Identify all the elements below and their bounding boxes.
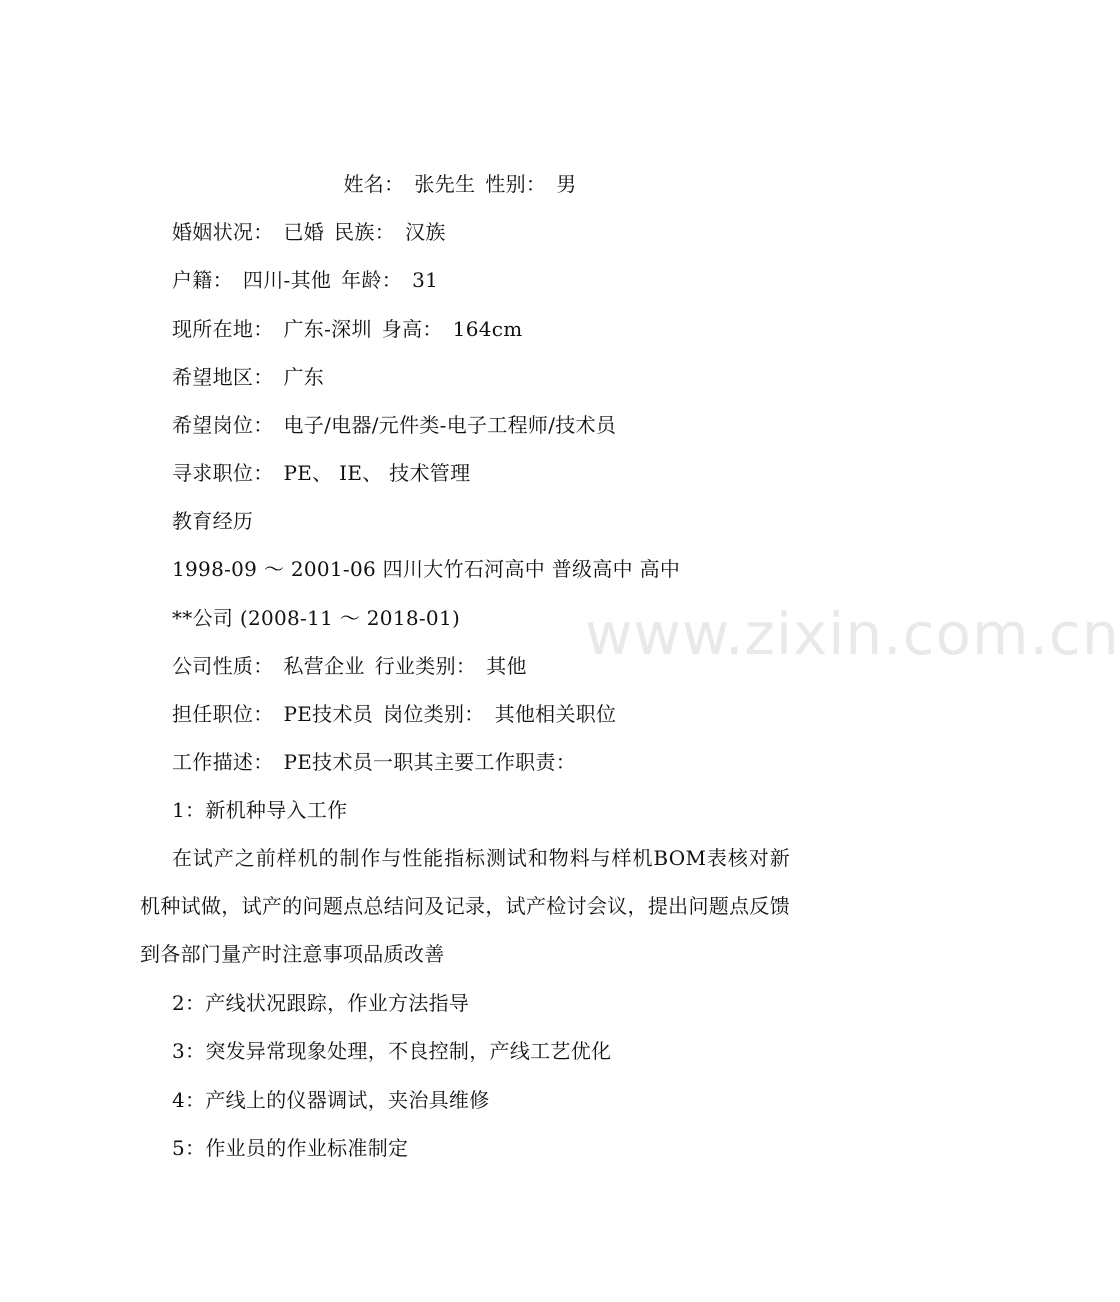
ethnicity-label: 民族： [334,220,396,244]
ethnicity-value: 汉族 [405,220,446,244]
location-label: 现所在地： [172,317,274,341]
company-line: **公司 (2008-11 ～ 2018-01) [172,606,461,630]
desired-post-value: 电子/电器/元件类-电子工程师/技术员 [283,413,617,437]
duty-item-1-detail: 在试产之前样机的制作与性能指标测试和物料与样机BOM表核对新机种试做，试产的问题点总结问及记录，试产检讨会议，提出问题点反馈到各部门量产时注意事项品质改善 [140,846,790,966]
education-entry: 1998-09 ～ 2001-06 四川大竹石河高中 普级高中 高中 [172,557,681,581]
desired-region-value: 广东 [283,365,325,389]
marital-ethnicity-line [172,218,446,246]
name-label: 姓名： [343,172,405,196]
position-value: PE技术员 [283,702,374,726]
desired-post-label: 希望岗位： [172,413,274,437]
age-label: 年龄： [341,268,403,292]
hukou-label: 户籍： [172,268,233,292]
post-category-value: 其他相关职位 [494,702,617,726]
age-value: 31 [412,268,439,292]
duty-item-4: 4：产线上的仪器调试，夹治具维修 [172,1088,490,1112]
desired-region-label: 希望地区： [172,365,274,389]
duty-item-2: 2：产线状况跟踪，作业方法指导 [172,991,470,1015]
description-value: PE技术员一职其主要工作职责： [283,750,577,774]
industry-label: 行业类别： [374,654,477,678]
hukou-value: 四川-其他 [242,268,332,292]
seeking-position-line [172,459,470,487]
post-category-label: 岗位类别： [383,702,485,726]
marital-value: 已婚 [283,220,325,244]
location-value: 广东-深圳 [283,317,372,341]
location-height-line [172,315,523,343]
gender-value: 男 [556,172,577,196]
desired-region-line [172,363,324,391]
name-value: 张先生 [414,172,476,196]
duty-item-3: 3：突发异常现象处理，不良控制，产线工艺优化 [172,1039,612,1063]
education-heading: 教育经历 [172,509,254,533]
position-line [172,700,616,728]
industry-value: 其他 [486,654,527,678]
duty-item-5: 5：作业员的作业标准制定 [172,1136,409,1160]
desired-post-line [172,411,616,439]
company-type-value: 私营企业 [283,654,365,678]
company-type-label: 公司性质： [172,654,274,678]
gender-label: 性别： [485,172,547,196]
description-line [172,748,576,776]
description-label: 工作描述： [172,750,274,774]
marital-label: 婚姻状况： [172,220,274,244]
duty-item-1: 1：新机种导入工作 [172,798,348,822]
position-label: 担任职位： [172,702,274,726]
seeking-value: PE、 IE、 技术管理 [283,461,471,485]
height-label: 身高： [381,317,443,341]
seeking-label: 寻求职位： [172,461,274,485]
company-type-line [172,652,527,680]
site-watermark: www.zixin.com.cn [585,600,1120,668]
hukou-age-line [172,266,438,294]
name-gender-line [0,170,920,198]
height-value: 164cm [452,317,523,341]
